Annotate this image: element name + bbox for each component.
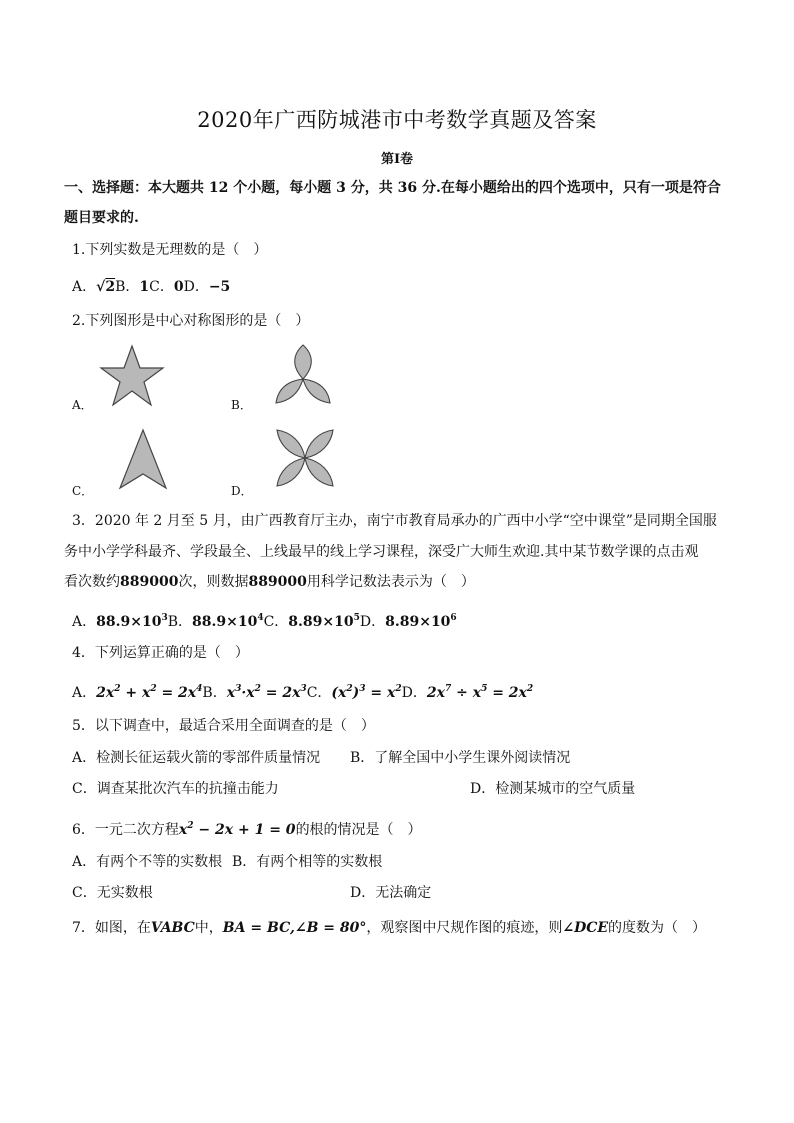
q2-stem: 2.下列图形是中心对称图形的是（ ）: [72, 313, 310, 329]
q6-stem: 6．一元二次方程$x^2 - 2x + 1 = 0$的根的情况是（ ）: [72, 821, 422, 838]
three-petal-icon: [273, 343, 333, 405]
q2-option-b-label: B．: [231, 398, 252, 412]
q1-option-c-value: 0: [173, 279, 184, 295]
star-icon: [98, 343, 166, 409]
q2-option-d-label: D．: [231, 484, 253, 498]
q1-option-b-label: B．: [115, 279, 140, 295]
page-title: 2020年广西防城港市中考数学真题及答案: [197, 108, 597, 132]
q6-option-b: B．有两个相等的实数根: [232, 854, 383, 870]
four-petal-icon: [275, 428, 335, 488]
q3-line2: 务中小学学科最齐、学段最全、上线最早的线上学习课程，深受广大师生欢迎.其中某节数学课的点击观: [64, 544, 699, 560]
q6-option-d: D．无法确定: [350, 885, 432, 901]
q3-line3: 看次数约889000次，则数据889000用科学记数法表示为（ ）: [64, 574, 475, 590]
q2-option-c-label: C．: [72, 484, 94, 498]
q1-option-a-sqrt: √2: [96, 279, 116, 295]
q5-option-d: D．检测某城市的空气质量: [470, 781, 636, 797]
q1-option-a-label: A．: [72, 279, 97, 295]
q3-options: A．$88.9\times 10^3B$．$88.9\times 10^4C$．$8.89\times 10^5D$．$8.89\times 10^6$: [72, 613, 457, 630]
q1-stem: 1.下列实数是无理数的是（ ）: [72, 242, 268, 258]
q5-stem: 5．以下调查中，最适合采用全面调查的是（ ）: [72, 718, 375, 734]
q1-option-c-label: C．: [149, 279, 174, 295]
q5-option-b: B．了解全国中小学生课外阅读情况: [350, 750, 571, 766]
q5-option-c: C．调查某批次汽车的抗撞击能力: [72, 781, 279, 797]
q5-option-a: A．检测长征运载火箭的零部件质量情况: [72, 750, 321, 766]
q1-option-b-value: 1: [139, 279, 150, 295]
q4-stem: 4．下列运算正确的是（ ）: [72, 645, 249, 661]
q1-option-d-value: −5: [208, 279, 231, 295]
q4-options: A．$2x^2 + x^2 = 2x^4B$．$x^3\cdot x^2 = 2x^3C$．$(x^2)^3 = x^2D$．$2x^7 \div x^5 = 2x^2$: [72, 684, 534, 701]
q2-option-a-label: A．: [72, 398, 93, 412]
q6-option-c: C．无实数根: [72, 885, 153, 901]
volume-heading: 第Ⅰ卷: [380, 152, 414, 167]
q1-options: [72, 277, 230, 297]
q7-stem: 7．如图，在VABC中，BA = BC,∠B = 80°，观察图中尺规作图的痕迹，则∠DCE的度数为（ ）: [72, 920, 707, 936]
section-instructions-line1: 一、选择题：本大题共 12 个小题，每小题 3 分，共 36 分.在每小题给出的四个选项中，只有一项是符合: [64, 180, 721, 196]
q1-option-d-label: D．: [183, 279, 209, 295]
q3-line1: 3．2020 年 2 月至 5 月，由广西教育厅主办，南宁市教育局承办的广西中小学“空中课堂”是同期全国服: [72, 513, 717, 529]
section-instructions-line2: 题目要求的.: [64, 210, 139, 226]
q6-option-a: A．有两个不等的实数根: [72, 854, 223, 870]
arrowhead-icon: [118, 428, 168, 490]
